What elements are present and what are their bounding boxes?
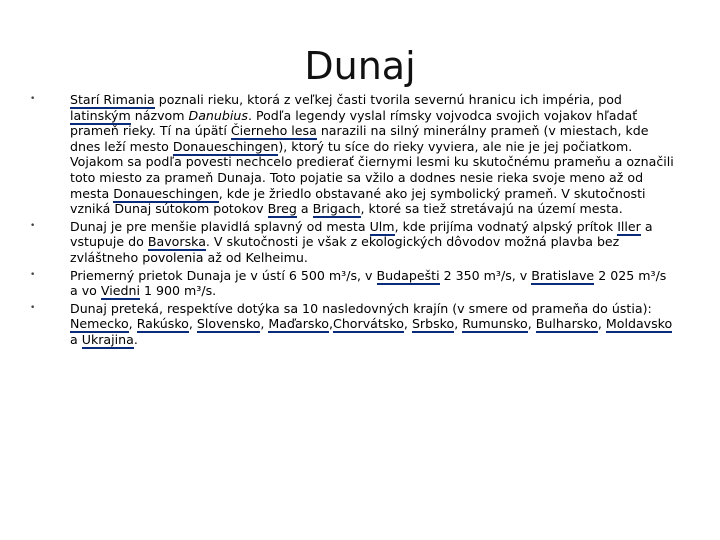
text-run: , <box>454 316 463 332</box>
text-run: , <box>128 316 137 332</box>
text-run: . <box>133 331 138 347</box>
text-run: , ktoré sa tiež stretávajú na území mesta. <box>360 201 623 217</box>
hyperlink[interactable]: Bratislave <box>531 267 595 283</box>
bullet-icon: • <box>30 220 36 231</box>
slide-title: Dunaj <box>304 44 416 88</box>
bullet-item <box>30 92 675 217</box>
text-run: , <box>188 316 197 332</box>
hyperlink[interactable]: Breg <box>267 201 297 217</box>
hyperlink[interactable]: Donaueschingen <box>113 185 219 201</box>
hyperlink[interactable]: Ukrajina <box>81 331 134 347</box>
hyperlink[interactable]: Nemecko <box>70 316 129 332</box>
text-run: , <box>260 316 269 332</box>
hyperlink[interactable]: Budapešti <box>376 267 440 283</box>
bullet-icon: • <box>30 94 36 104</box>
paragraph-text <box>70 219 653 265</box>
hyperlink[interactable]: Slovensko <box>196 316 261 332</box>
hyperlink[interactable]: Čierneho lesa <box>230 123 317 139</box>
text-run: 1 900 m³/s. <box>139 283 217 299</box>
text-run: a <box>296 201 313 217</box>
text-run: Priemerný prietok Dunaja je v ústí 6 500 m³/s, v <box>70 267 377 283</box>
text-run: a <box>70 331 82 347</box>
text-run: narazili na silný minerálny prameň (v miestach, kde dnes leží mesto <box>70 123 649 154</box>
bullet-item <box>30 268 675 299</box>
hyperlink[interactable]: Ulm <box>369 218 395 234</box>
bullet-icon: • <box>30 269 36 280</box>
text-run: , kde je žriedlo obstavané ako jej symbolický prameň. V skutočnosti vzniká Dunaj sútokom potokov <box>70 185 646 217</box>
text-run: , <box>403 316 412 332</box>
paragraph-text <box>70 301 672 349</box>
text-run: . V skutočnosti je však z ekologických dôvodov možná plavba bez zvláštneho povolenia až od Kelheimu. <box>70 234 620 265</box>
text-run: , <box>527 316 536 332</box>
text-run: 2 350 m³/s, v <box>439 267 532 283</box>
text-run: Dunaj je pre menšie plavidlá splavný od mesta <box>70 218 370 234</box>
hyperlink[interactable]: Iller <box>617 218 641 234</box>
text-run: ), ktorý tu síce do rieky vyviera, ale nie je jej počiatkom. Vojakom sa podľa povesti nechcelo predierať čiernymi lesmi ku skutočnému prameňu a označili toto miesto za prameň Dunaja. Toto pojatie sa vžilo a dodnes nesie rieka svoje meno až od mesta <box>70 138 674 201</box>
hyperlink[interactable]: Viedni <box>100 283 140 299</box>
text-run: a vstupuje do <box>70 218 653 250</box>
text-run: poznali rieku, ktorá z veľkej časti tvorila severnú hranicu ich impéria, pod <box>154 92 622 107</box>
bullet-icon: • <box>30 302 36 313</box>
text-run: 2 025 m³/s a vo <box>70 267 667 299</box>
text-run: , <box>329 316 334 332</box>
hyperlink[interactable]: Chorvátsko <box>333 316 404 332</box>
hyperlink[interactable]: Rumunsko <box>462 316 528 332</box>
hyperlink[interactable]: Brigach <box>312 201 361 217</box>
bullet-item <box>30 219 675 266</box>
hyperlink[interactable]: Moldavsko <box>605 316 673 332</box>
italic-text: Danubius <box>188 107 248 123</box>
paragraph-text <box>70 268 666 301</box>
hyperlink[interactable]: Srbsko <box>411 316 455 332</box>
paragraph-text <box>70 92 674 218</box>
text-run: Dunaj preteká, respektíve dotýka sa 10 nasledovných krajín (v smere od prameňa do ústia): <box>70 300 652 316</box>
hyperlink[interactable]: Starí Rimania <box>70 92 155 107</box>
text-run: názvom <box>130 107 189 123</box>
hyperlink[interactable]: Bavorska <box>147 234 206 250</box>
text-run: , kde prijíma vodnatý alpský prítok <box>394 218 618 234</box>
hyperlink[interactable]: Bulharsko <box>535 316 598 332</box>
text-run: . Podľa legendy vyslal rímsky vojvodca svojich vojakov hľadať prameň rieky. Tí na úpätí <box>70 107 638 139</box>
hyperlink[interactable]: Donaueschingen <box>172 138 279 154</box>
bullet-list <box>30 92 675 350</box>
hyperlink[interactable]: Maďarsko <box>268 316 330 332</box>
text-run: , <box>597 316 606 332</box>
hyperlink[interactable]: Rakúsko <box>136 316 189 332</box>
hyperlink[interactable]: latinským <box>70 107 131 123</box>
bullet-item <box>30 301 675 348</box>
